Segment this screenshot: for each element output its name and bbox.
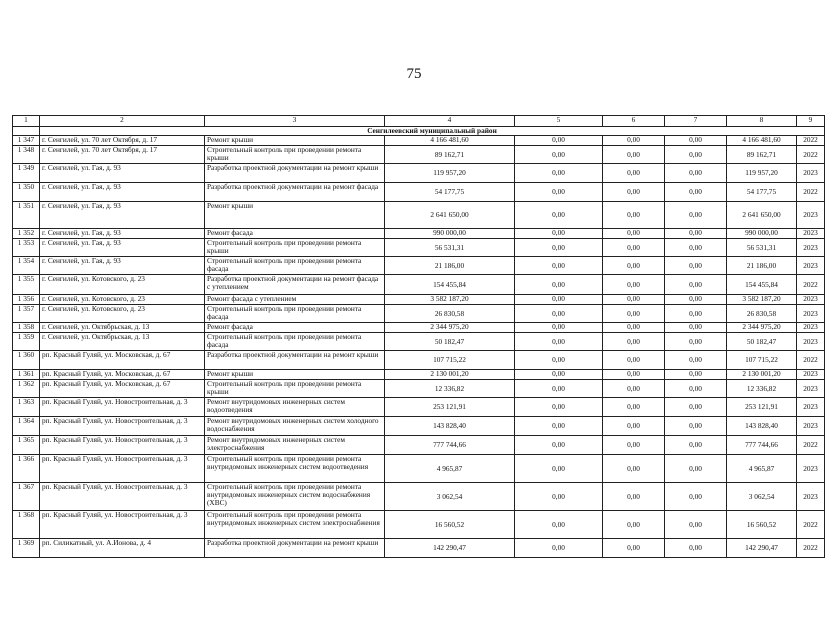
row-amount-col5: 0,00 bbox=[515, 333, 603, 351]
row-work-type: Ремонт фасада с утеплением bbox=[205, 295, 385, 305]
row-work-type: Ремонт фасада bbox=[205, 229, 385, 239]
row-work-type: Строительный контроль при проведении ремонта крыши bbox=[205, 146, 385, 164]
row-amount-col5: 0,00 bbox=[515, 229, 603, 239]
row-amount-col7: 0,00 bbox=[665, 275, 727, 295]
row-amount-col8: 3 582 187,20 bbox=[727, 295, 797, 305]
row-amount-col7: 0,00 bbox=[665, 164, 727, 183]
row-amount-col7: 0,00 bbox=[665, 229, 727, 239]
row-address: рп. Красный Гуляй, ул. Московская, д. 67 bbox=[40, 380, 205, 398]
row-amount-col6: 0,00 bbox=[603, 164, 665, 183]
row-address: г. Сенгилей, ул. Гая, д. 93 bbox=[40, 202, 205, 229]
row-number: 1 361 bbox=[13, 370, 40, 380]
row-amount-col6: 0,00 bbox=[603, 380, 665, 398]
row-amount-total: 16 560,52 bbox=[385, 511, 515, 539]
row-year: 2022 bbox=[797, 275, 825, 295]
row-work-type: Ремонт крыши bbox=[205, 202, 385, 229]
header-cell: 2 bbox=[40, 116, 205, 127]
row-year: 2023 bbox=[797, 229, 825, 239]
header-row bbox=[13, 116, 825, 127]
row-year: 2023 bbox=[797, 380, 825, 398]
row-number: 1 355 bbox=[13, 275, 40, 295]
row-amount-col8: 777 744,66 bbox=[727, 436, 797, 455]
row-address: г. Сенгилей, ул. Котовского, д. 23 bbox=[40, 275, 205, 295]
row-work-type: Ремонт крыши bbox=[205, 370, 385, 380]
row-amount-col6: 0,00 bbox=[603, 275, 665, 295]
row-year: 2022 bbox=[797, 146, 825, 164]
row-address: рп. Красный Гуляй, ул. Новостроительная, д. 3 bbox=[40, 436, 205, 455]
row-amount-col5: 0,00 bbox=[515, 183, 603, 202]
table-row bbox=[13, 295, 825, 305]
row-amount-col6: 0,00 bbox=[603, 136, 665, 146]
row-amount-col7: 0,00 bbox=[665, 539, 727, 558]
row-amount-col8: 154 455,84 bbox=[727, 275, 797, 295]
table-row bbox=[13, 455, 825, 483]
row-amount-col8: 253 121,91 bbox=[727, 398, 797, 417]
table-row bbox=[13, 202, 825, 229]
row-amount-col6: 0,00 bbox=[603, 183, 665, 202]
table-row bbox=[13, 351, 825, 370]
row-amount-col6: 0,00 bbox=[603, 323, 665, 333]
row-amount-col7: 0,00 bbox=[665, 136, 727, 146]
row-amount-total: 2 130 001,20 bbox=[385, 370, 515, 380]
table-row bbox=[13, 146, 825, 164]
row-amount-col7: 0,00 bbox=[665, 146, 727, 164]
row-amount-col6: 0,00 bbox=[603, 417, 665, 436]
row-address: рп. Силикатный, ул. А.Ионова, д. 4 bbox=[40, 539, 205, 558]
row-work-type: Ремонт внутридомовых инженерных систем водоотведения bbox=[205, 398, 385, 417]
row-work-type: Строительный контроль при проведении ремонта фасада bbox=[205, 305, 385, 323]
row-amount-col8: 4 166 481,60 bbox=[727, 136, 797, 146]
row-number: 1 363 bbox=[13, 398, 40, 417]
row-address: рп. Красный Гуляй, ул. Московская, д. 67 bbox=[40, 370, 205, 380]
row-work-type: Разработка проектной документации на ремонт крыши bbox=[205, 539, 385, 558]
row-year: 2023 bbox=[797, 295, 825, 305]
row-amount-col6: 0,00 bbox=[603, 257, 665, 275]
row-amount-col5: 0,00 bbox=[515, 417, 603, 436]
row-amount-col6: 0,00 bbox=[603, 398, 665, 417]
row-year: 2023 bbox=[797, 257, 825, 275]
header-cell: 7 bbox=[665, 116, 727, 127]
row-amount-col6: 0,00 bbox=[603, 202, 665, 229]
row-amount-col6: 0,00 bbox=[603, 146, 665, 164]
row-amount-total: 50 182,47 bbox=[385, 333, 515, 351]
row-year: 2023 bbox=[797, 239, 825, 257]
row-work-type: Строительный контроль при проведении ремонта крыши bbox=[205, 239, 385, 257]
row-amount-col5: 0,00 bbox=[515, 295, 603, 305]
row-amount-col5: 0,00 bbox=[515, 239, 603, 257]
row-year: 2023 bbox=[797, 483, 825, 511]
row-year: 2023 bbox=[797, 164, 825, 183]
header-cell: 5 bbox=[515, 116, 603, 127]
row-year: 2022 bbox=[797, 436, 825, 455]
row-work-type: Разработка проектной документации на ремонт крыши bbox=[205, 351, 385, 370]
row-amount-col8: 143 828,40 bbox=[727, 417, 797, 436]
row-year: 2023 bbox=[797, 370, 825, 380]
row-address: рп. Красный Гуляй, ул. Новостроительная, д. 3 bbox=[40, 398, 205, 417]
row-number: 1 358 bbox=[13, 323, 40, 333]
header-cell: 1 bbox=[13, 116, 40, 127]
row-year: 2023 bbox=[797, 323, 825, 333]
row-number: 1 366 bbox=[13, 455, 40, 483]
row-year: 2023 bbox=[797, 417, 825, 436]
row-work-type: Строительный контроль при проведении ремонта фасада bbox=[205, 333, 385, 351]
row-amount-col6: 0,00 bbox=[603, 483, 665, 511]
header-cell: 6 bbox=[603, 116, 665, 127]
row-number: 1 348 bbox=[13, 146, 40, 164]
row-amount-col5: 0,00 bbox=[515, 370, 603, 380]
row-amount-col8: 12 336,82 bbox=[727, 380, 797, 398]
row-amount-col5: 0,00 bbox=[515, 511, 603, 539]
row-amount-col8: 21 186,00 bbox=[727, 257, 797, 275]
row-work-type: Строительный контроль при проведении ремонта внутридомовых инженерных систем электроснабжения bbox=[205, 511, 385, 539]
table-row bbox=[13, 333, 825, 351]
register-table bbox=[12, 115, 825, 558]
row-amount-total: 143 828,40 bbox=[385, 417, 515, 436]
row-address: г. Сенгилей, ул. Гая, д. 93 bbox=[40, 229, 205, 239]
section-title: Сенгилеевский муниципальный район bbox=[40, 127, 825, 136]
row-amount-col5: 0,00 bbox=[515, 305, 603, 323]
table-row bbox=[13, 436, 825, 455]
row-amount-col8: 2 641 650,00 bbox=[727, 202, 797, 229]
row-amount-col7: 0,00 bbox=[665, 511, 727, 539]
row-amount-total: 107 715,22 bbox=[385, 351, 515, 370]
row-number: 1 354 bbox=[13, 257, 40, 275]
row-year: 2022 bbox=[797, 183, 825, 202]
row-amount-total: 12 336,82 bbox=[385, 380, 515, 398]
row-number: 1 367 bbox=[13, 483, 40, 511]
row-number: 1 352 bbox=[13, 229, 40, 239]
row-amount-total: 89 162,71 bbox=[385, 146, 515, 164]
row-amount-col5: 0,00 bbox=[515, 146, 603, 164]
row-amount-total: 3 062,54 bbox=[385, 483, 515, 511]
row-amount-col7: 0,00 bbox=[665, 295, 727, 305]
row-amount-col7: 0,00 bbox=[665, 417, 727, 436]
table-row bbox=[13, 323, 825, 333]
table-row bbox=[13, 229, 825, 239]
row-year: 2023 bbox=[797, 398, 825, 417]
row-amount-col5: 0,00 bbox=[515, 380, 603, 398]
row-amount-col5: 0,00 bbox=[515, 323, 603, 333]
row-amount-col7: 0,00 bbox=[665, 257, 727, 275]
row-amount-col6: 0,00 bbox=[603, 305, 665, 323]
row-year: 2022 bbox=[797, 351, 825, 370]
row-address: г. Сенгилей, ул. Октябрьская, д. 13 bbox=[40, 323, 205, 333]
row-work-type: Строительный контроль при проведении ремонта внутридомовых инженерных систем водоотведения bbox=[205, 455, 385, 483]
row-amount-total: 777 744,66 bbox=[385, 436, 515, 455]
row-amount-col8: 107 715,22 bbox=[727, 351, 797, 370]
row-amount-col8: 89 162,71 bbox=[727, 146, 797, 164]
row-amount-total: 21 186,00 bbox=[385, 257, 515, 275]
row-amount-col5: 0,00 bbox=[515, 164, 603, 183]
row-amount-col5: 0,00 bbox=[515, 257, 603, 275]
row-address: г. Сенгилей, ул. Октябрьская, д. 13 bbox=[40, 333, 205, 351]
row-amount-col8: 3 062,54 bbox=[727, 483, 797, 511]
row-work-type: Ремонт внутридомовых инженерных систем электроснабжения bbox=[205, 436, 385, 455]
row-amount-total: 26 830,58 bbox=[385, 305, 515, 323]
row-address: г. Сенгилей, ул. Котовского, д. 23 bbox=[40, 305, 205, 323]
row-amount-col6: 0,00 bbox=[603, 351, 665, 370]
row-amount-col8: 2 344 975,20 bbox=[727, 323, 797, 333]
row-number: 1 364 bbox=[13, 417, 40, 436]
row-address: г. Сенгилей, ул. Гая, д. 93 bbox=[40, 257, 205, 275]
row-amount-col8: 50 182,47 bbox=[727, 333, 797, 351]
row-amount-total: 4 166 481,60 bbox=[385, 136, 515, 146]
row-amount-col8: 990 000,00 bbox=[727, 229, 797, 239]
row-amount-col8: 16 560,52 bbox=[727, 511, 797, 539]
row-amount-col5: 0,00 bbox=[515, 202, 603, 229]
row-amount-col7: 0,00 bbox=[665, 370, 727, 380]
table-row bbox=[13, 183, 825, 202]
row-number: 1 362 bbox=[13, 380, 40, 398]
row-number: 1 359 bbox=[13, 333, 40, 351]
row-work-type: Строительный контроль при проведении ремонта фасада bbox=[205, 257, 385, 275]
row-address: рп. Красный Гуляй, ул. Новостроительная, д. 3 bbox=[40, 455, 205, 483]
row-amount-total: 56 531,31 bbox=[385, 239, 515, 257]
row-amount-col5: 0,00 bbox=[515, 398, 603, 417]
row-amount-col7: 0,00 bbox=[665, 398, 727, 417]
row-address: г. Сенгилей, ул. Гая, д. 93 bbox=[40, 239, 205, 257]
row-amount-col5: 0,00 bbox=[515, 136, 603, 146]
row-amount-col6: 0,00 bbox=[603, 436, 665, 455]
row-number: 1 360 bbox=[13, 351, 40, 370]
row-amount-col6: 0,00 bbox=[603, 370, 665, 380]
row-number: 1 349 bbox=[13, 164, 40, 183]
row-amount-total: 2 344 975,20 bbox=[385, 323, 515, 333]
row-amount-total: 253 121,91 bbox=[385, 398, 515, 417]
row-amount-col7: 0,00 bbox=[665, 183, 727, 202]
row-amount-total: 119 957,20 bbox=[385, 164, 515, 183]
row-amount-col8: 56 531,31 bbox=[727, 239, 797, 257]
row-year: 2023 bbox=[797, 202, 825, 229]
row-amount-col7: 0,00 bbox=[665, 323, 727, 333]
row-address: рп. Красный Гуляй, ул. Новостроительная, д. 3 bbox=[40, 483, 205, 511]
row-amount-col6: 0,00 bbox=[603, 511, 665, 539]
row-number: 1 347 bbox=[13, 136, 40, 146]
row-address: рп. Красный Гуляй, ул. Московская, д. 67 bbox=[40, 351, 205, 370]
row-amount-total: 54 177,75 bbox=[385, 183, 515, 202]
row-amount-col7: 0,00 bbox=[665, 455, 727, 483]
row-amount-col8: 26 830,58 bbox=[727, 305, 797, 323]
row-number: 1 369 bbox=[13, 539, 40, 558]
row-amount-col6: 0,00 bbox=[603, 239, 665, 257]
row-amount-col7: 0,00 bbox=[665, 483, 727, 511]
row-amount-total: 4 965,87 bbox=[385, 455, 515, 483]
row-number: 1 351 bbox=[13, 202, 40, 229]
header-cell: 8 bbox=[727, 116, 797, 127]
row-amount-col7: 0,00 bbox=[665, 239, 727, 257]
row-number: 1 356 bbox=[13, 295, 40, 305]
row-address: г. Сенгилей, ул. Котовского, д. 23 bbox=[40, 295, 205, 305]
row-work-type: Строительный контроль при проведении ремонта внутридомовых инженерных систем водоснабжения (ХВС) bbox=[205, 483, 385, 511]
header-cell: 4 bbox=[385, 116, 515, 127]
row-amount-col6: 0,00 bbox=[603, 539, 665, 558]
row-address: рп. Красный Гуляй, ул. Новостроительная, д. 3 bbox=[40, 417, 205, 436]
register-table-body bbox=[13, 116, 825, 558]
table-row bbox=[13, 483, 825, 511]
row-amount-col7: 0,00 bbox=[665, 202, 727, 229]
row-year: 2023 bbox=[797, 305, 825, 323]
row-address: г. Сенгилей, ул. Гая, д. 93 bbox=[40, 183, 205, 202]
row-amount-col7: 0,00 bbox=[665, 333, 727, 351]
row-work-type: Ремонт внутридомовых инженерных систем холодного водоснабжения bbox=[205, 417, 385, 436]
row-amount-total: 142 290,47 bbox=[385, 539, 515, 558]
row-work-type: Ремонт фасада bbox=[205, 323, 385, 333]
table-row bbox=[13, 539, 825, 558]
row-number: 1 365 bbox=[13, 436, 40, 455]
row-address: г. Сенгилей, ул. 70 лет Октября, д. 17 bbox=[40, 146, 205, 164]
table-row bbox=[13, 305, 825, 323]
row-year: 2022 bbox=[797, 539, 825, 558]
row-address: г. Сенгилей, ул. 70 лет Октября, д. 17 bbox=[40, 136, 205, 146]
row-year: 2023 bbox=[797, 455, 825, 483]
row-amount-col5: 0,00 bbox=[515, 275, 603, 295]
table-row bbox=[13, 164, 825, 183]
row-amount-col6: 0,00 bbox=[603, 295, 665, 305]
row-work-type: Разработка проектной документации на ремонт крыши bbox=[205, 164, 385, 183]
row-year: 2023 bbox=[797, 333, 825, 351]
row-number: 1 357 bbox=[13, 305, 40, 323]
table-row bbox=[13, 398, 825, 417]
row-work-type: Разработка проектной документации на ремонт фасада с утеплением bbox=[205, 275, 385, 295]
row-amount-col5: 0,00 bbox=[515, 436, 603, 455]
row-amount-col7: 0,00 bbox=[665, 380, 727, 398]
row-amount-total: 154 455,84 bbox=[385, 275, 515, 295]
row-amount-col6: 0,00 bbox=[603, 455, 665, 483]
row-number: 1 350 bbox=[13, 183, 40, 202]
table-row bbox=[13, 370, 825, 380]
row-amount-col8: 142 290,47 bbox=[727, 539, 797, 558]
row-amount-col8: 2 130 001,20 bbox=[727, 370, 797, 380]
row-amount-total: 3 582 187,20 bbox=[385, 295, 515, 305]
row-address: г. Сенгилей, ул. Гая, д. 93 bbox=[40, 164, 205, 183]
table-row bbox=[13, 136, 825, 146]
row-amount-col8: 54 177,75 bbox=[727, 183, 797, 202]
table-row bbox=[13, 257, 825, 275]
row-amount-col5: 0,00 bbox=[515, 539, 603, 558]
row-work-type: Ремонт крыши bbox=[205, 136, 385, 146]
section-row bbox=[13, 127, 825, 136]
row-year: 2022 bbox=[797, 136, 825, 146]
row-amount-col5: 0,00 bbox=[515, 351, 603, 370]
table-row bbox=[13, 511, 825, 539]
row-number: 1 368 bbox=[13, 511, 40, 539]
row-amount-col5: 0,00 bbox=[515, 455, 603, 483]
row-amount-col8: 119 957,20 bbox=[727, 164, 797, 183]
header-cell: 3 bbox=[205, 116, 385, 127]
table-row bbox=[13, 380, 825, 398]
row-amount-total: 2 641 650,00 bbox=[385, 202, 515, 229]
row-work-type: Строительный контроль при проведении ремонта крыши bbox=[205, 380, 385, 398]
table-row bbox=[13, 417, 825, 436]
header-cell: 9 bbox=[797, 116, 825, 127]
row-address: рп. Красный Гуляй, ул. Новостроительная, д. 3 bbox=[40, 511, 205, 539]
page-number: 75 bbox=[406, 66, 422, 82]
row-amount-total: 990 000,00 bbox=[385, 229, 515, 239]
row-amount-col6: 0,00 bbox=[603, 333, 665, 351]
row-work-type: Разработка проектной документации на ремонт фасада bbox=[205, 183, 385, 202]
row-amount-col8: 4 965,87 bbox=[727, 455, 797, 483]
row-amount-col7: 0,00 bbox=[665, 351, 727, 370]
row-amount-col6: 0,00 bbox=[603, 229, 665, 239]
row-amount-col5: 0,00 bbox=[515, 483, 603, 511]
row-amount-col7: 0,00 bbox=[665, 305, 727, 323]
table-row bbox=[13, 275, 825, 295]
table-row bbox=[13, 239, 825, 257]
row-number: 1 353 bbox=[13, 239, 40, 257]
row-amount-col7: 0,00 bbox=[665, 436, 727, 455]
row-year: 2022 bbox=[797, 511, 825, 539]
